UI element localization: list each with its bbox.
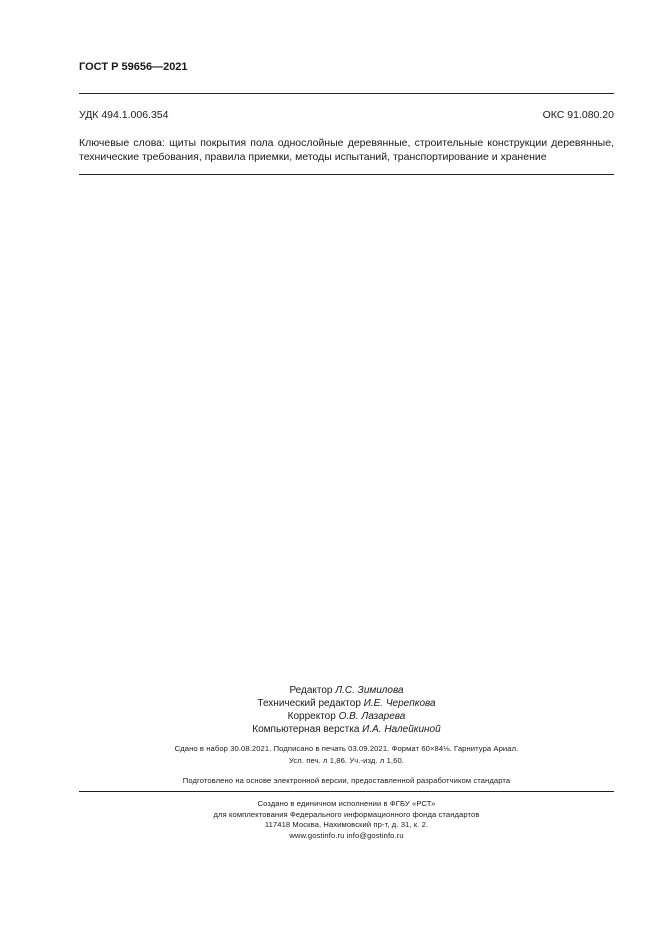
publisher-block <box>79 799 614 841</box>
keywords-divider <box>79 174 614 175</box>
credit-layout <box>79 723 614 736</box>
credit-name: О.В. Лазарева <box>338 711 406 722</box>
keywords-block <box>79 136 614 164</box>
top-divider <box>79 93 614 94</box>
keywords-label: Ключевые слова: <box>79 137 165 149</box>
imprint-line-2: Усл. печ. л 1,86. Уч.-изд. л 1,60. <box>288 756 405 765</box>
credit-name: И.Е. Черепкова <box>363 698 436 709</box>
keywords-text: щиты покрытия пола однослойные деревянные, строительные конструкции деревянные, технические требования, правила приемки, методы испытаний, транспортирование и хранение <box>79 137 614 163</box>
credit-name: И.А. Налейкиной <box>362 724 441 735</box>
credits-block <box>79 684 614 736</box>
publisher-line-1: Создано в единичном исполнении в ФГБУ «РСТ» <box>257 799 436 808</box>
udc-code: УДК 494.1.006.354 <box>79 109 169 121</box>
oks-code: ОКС 91.080.20 <box>542 109 614 121</box>
credit-role: Корректор <box>287 711 339 722</box>
prepared-note: Подготовлено на основе электронной версии, предоставленной разработчиком стандарта <box>182 776 511 785</box>
credit-role: Редактор <box>289 685 336 696</box>
credit-name: Л.С. Зимилова <box>335 685 404 696</box>
credit-editor <box>79 684 614 697</box>
imprint-block <box>79 743 614 767</box>
credit-proofreader <box>79 710 614 723</box>
document-code: ГОСТ Р 59656—2021 <box>79 61 188 73</box>
credit-technical-editor <box>79 697 614 710</box>
credit-role: Технический редактор <box>257 698 364 709</box>
publisher-line-4: www.gostinfo.ru info@gostinfo.ru <box>289 830 404 840</box>
bottom-divider <box>79 791 614 792</box>
publisher-line-3: 117418 Москва, Нахимовский пр-т, д. 31, к. 2. <box>264 820 429 829</box>
imprint-line-1: Сдано в набор 30.08.2021. Подписано в печать 03.09.2021. Формат 60×84⅛. Гарнитура Ариал. <box>174 744 519 753</box>
credit-role: Компьютерная верстка <box>252 724 363 735</box>
publisher-line-2: для комплектования Федерального информационного фонда стандартов <box>213 809 480 819</box>
